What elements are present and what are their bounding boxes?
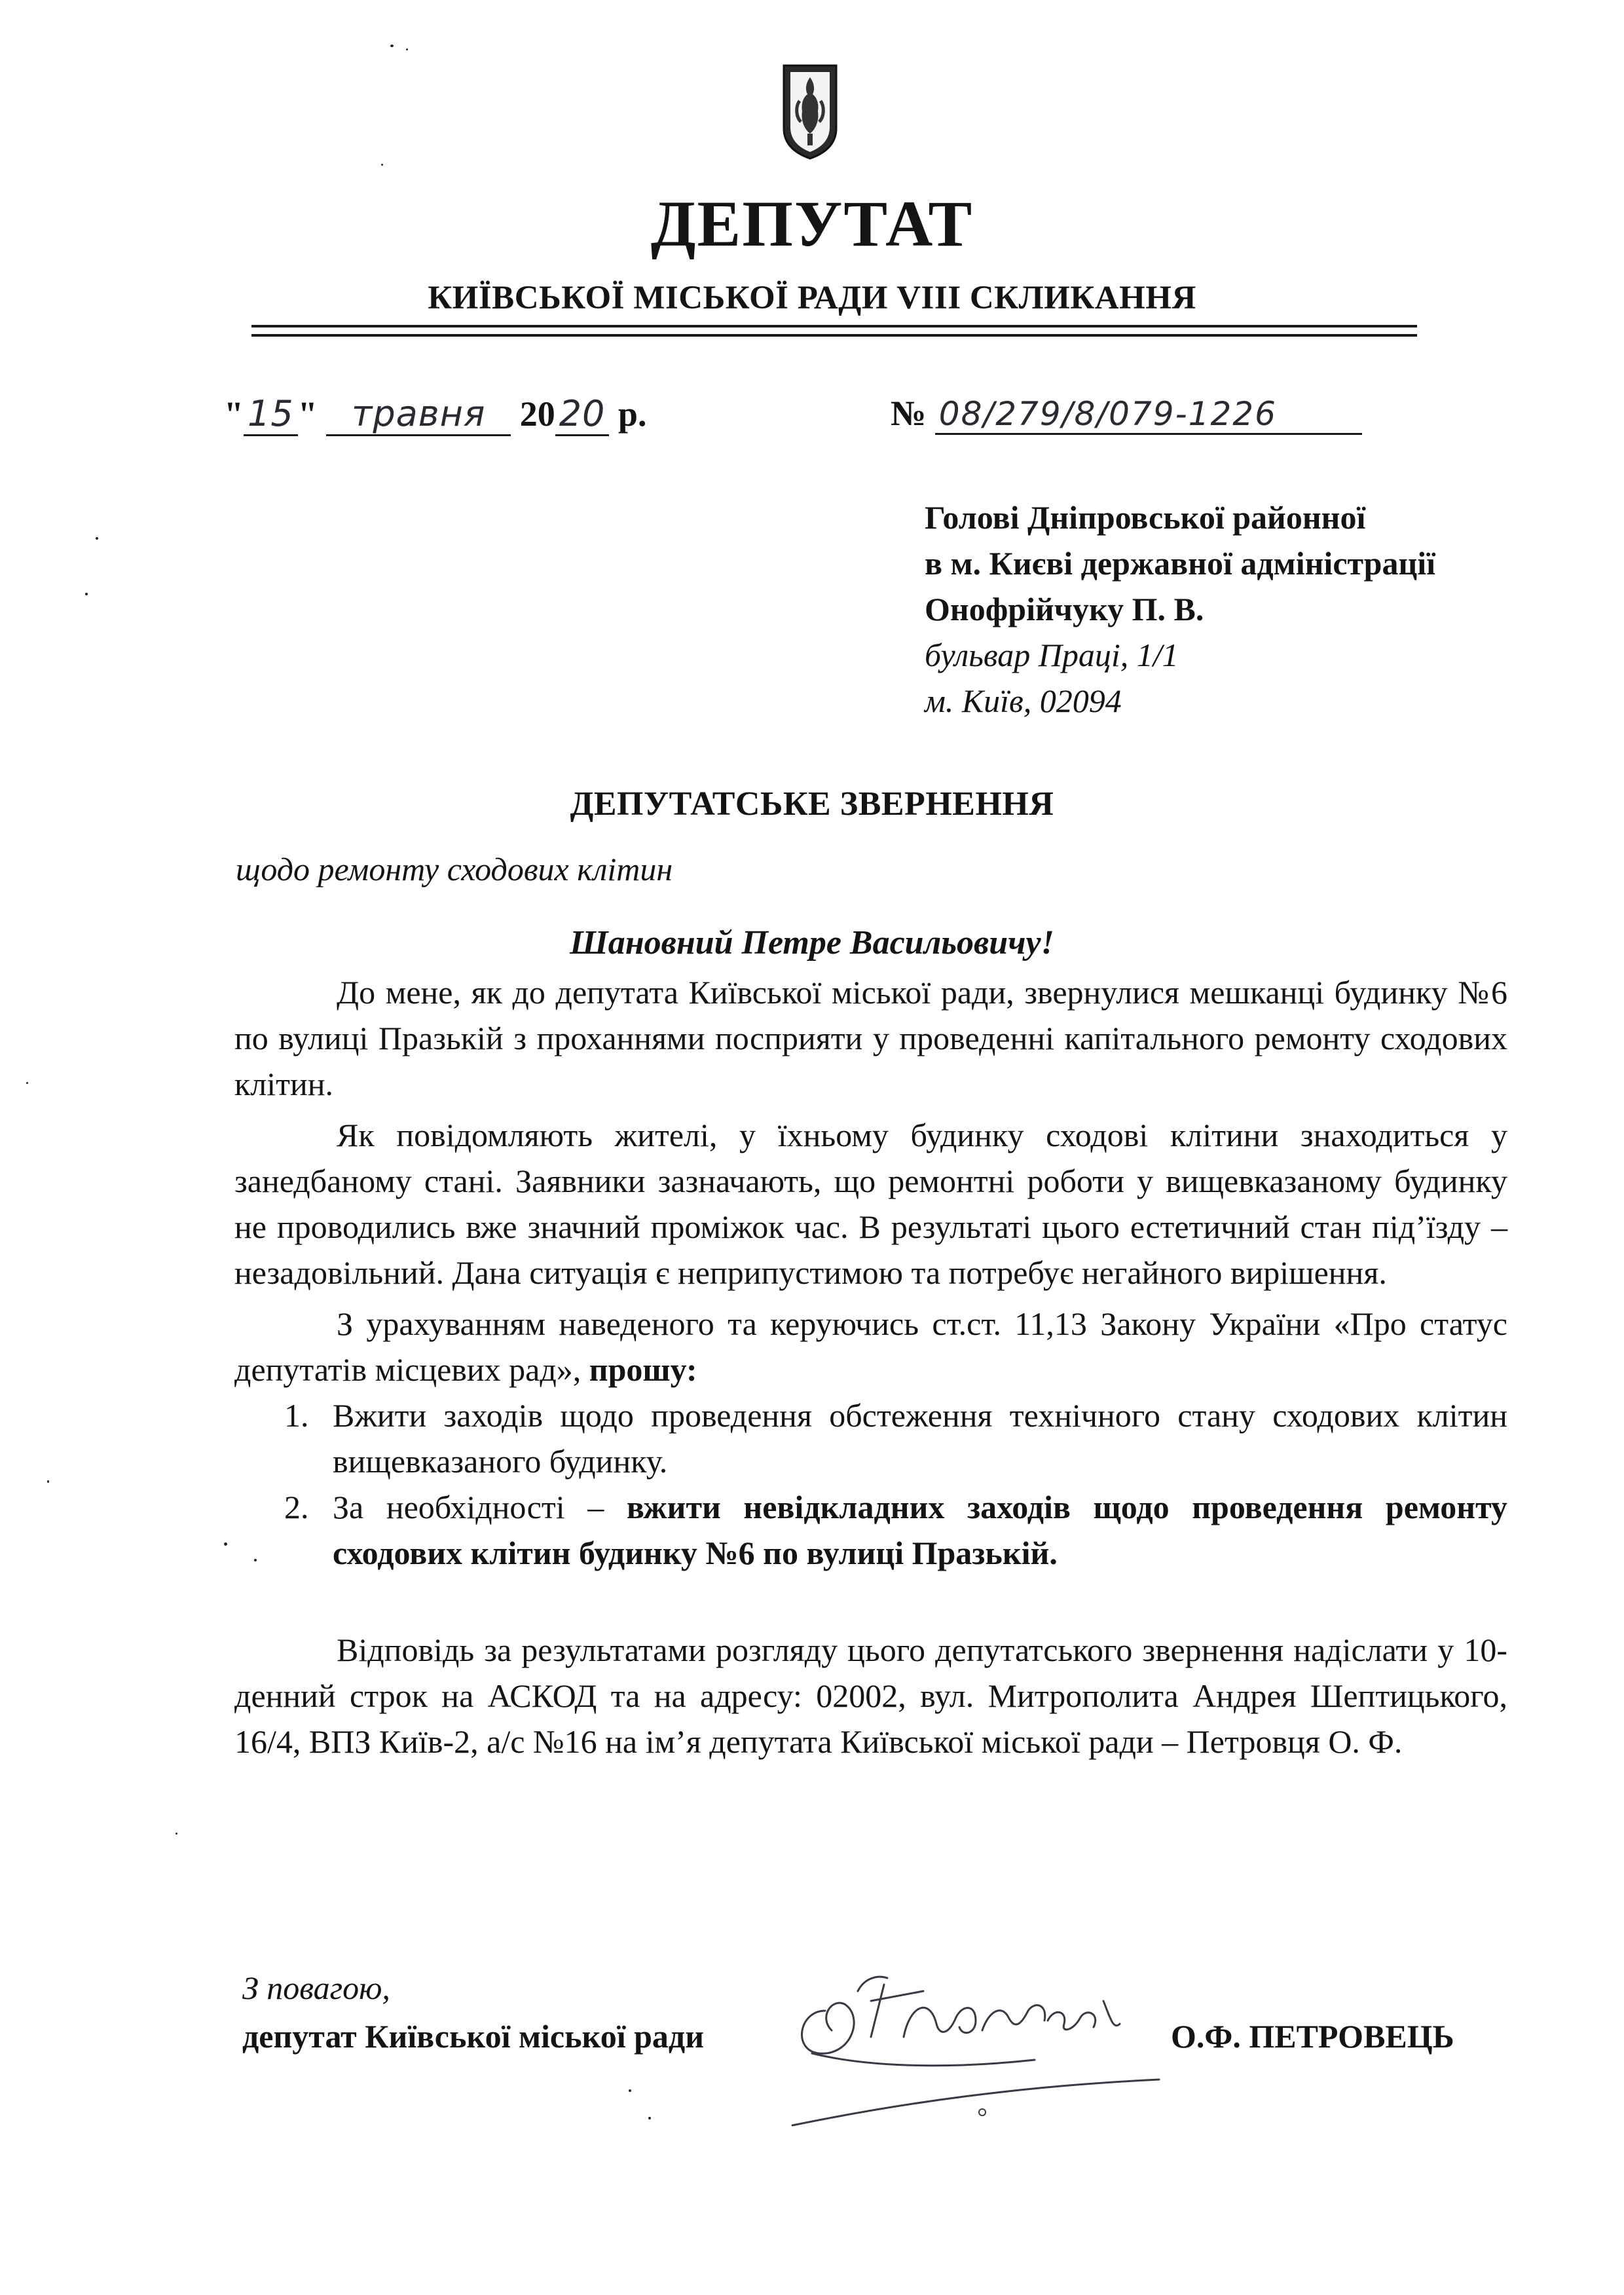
handwritten-signature (773, 1939, 1166, 2148)
scan-speck (390, 45, 394, 47)
request-item-1-text: Вжити заходів щодо проведення обстеження технічного стану сходових клітин вищевказаного будинку. (333, 1397, 1507, 1480)
request-list (234, 1392, 1507, 1576)
scan-speck (648, 2117, 651, 2119)
document-title: ДЕПУТАТ (650, 187, 974, 260)
number-value: 08/279/8/079-1226 (935, 395, 1362, 435)
date-year-prefix: 20 (519, 394, 555, 434)
request-item-2-text: За необхідності – (333, 1489, 627, 1525)
document-number (891, 393, 1362, 445)
request-item-1 (234, 1392, 1507, 1484)
request-item-2-number: 2. (284, 1489, 309, 1525)
scan-speck (47, 1480, 49, 1483)
number-prefix: № (891, 394, 927, 433)
closing-paragraph: Відповідь за результатами розгляду цього депутатського звернення надіслати у 10-денний строк на АСКОД та на адресу: 02002, вул. Митрополита Андрея Шептицького, 16/4, ВПЗ Київ-2, а/с №16 на ім’я депутата Київської міської ради – Петровця О. Ф. (234, 1632, 1507, 1760)
signer-title: депутат Київської міської ради (242, 2018, 705, 2055)
document-subtitle: КИЇВСЬКОЇ МІСЬКОЇ РАДИ VIII СКЛИКАННЯ (428, 280, 1196, 316)
coat-of-arms-icon (781, 63, 839, 161)
salutation: Шановний Петре Васильовичу! (570, 924, 1054, 961)
paragraph-2: Як повідомляють жителі, у їхньому будинку сходові клітини знаходиться у занедбаному стані. Заявники зазначають, що ремонтні роботи у вищевказаному будинку не проводились вже значний проміжок час. В результаті цього естетичний стан під’їзду – незадовільний. Дана ситуація є неприпустимою та потребує негайного вирішення. (234, 1117, 1507, 1291)
signer-name: О.Ф. ПЕТРОВЕЦЬ (1171, 2018, 1454, 2055)
date-day: 15 (244, 393, 298, 436)
scan-speck (175, 1833, 177, 1835)
appeal-subject: щодо ремонту сходових клітин (236, 851, 673, 887)
scan-speck (629, 2089, 631, 2092)
addressee-line-2: в м. Києві державної адміністрації (925, 545, 1436, 582)
scan-speck (85, 593, 88, 595)
paragraph-3-text: З урахуванням наведеного та керуючись ст.ст. 11,13 Закону України «Про статус депутатів місцевих рад», (234, 1305, 1507, 1388)
paragraph-1: До мене, як до депутата Київської міської ради, звернулися мешканці будинку №6 по вулиці Празькій з проханнями посприяти у проведенні капітального ремонту сходових клітин. (234, 974, 1507, 1102)
addressee-line-5: м. Київ, 02094 (925, 682, 1122, 719)
addressee-line-3: Онофрійчуку П. В. (925, 591, 1204, 627)
request-item-2-bold: вжити невідкладних заходів щодо проведення ремонту сходових клітин будинку №6 по вулиці Празькій. (333, 1489, 1507, 1571)
document-date: " 15 " травня 20 20 р. (224, 393, 646, 445)
appeal-heading: ДЕПУТАТСЬКЕ ЗВЕРНЕННЯ (570, 785, 1054, 823)
scan-speck (254, 1559, 257, 1561)
scan-speck (224, 1542, 227, 1546)
request-item-1-number: 1. (284, 1397, 309, 1434)
addressee-line-4: бульвар Праці, 1/1 (925, 637, 1179, 673)
scan-speck (406, 48, 408, 50)
header-rule-bottom (251, 334, 1417, 337)
paragraph-3 (234, 1301, 1507, 1392)
addressee-line-1: Голові Дніпровської районної (925, 499, 1366, 536)
date-year-suffix: 20 (555, 393, 610, 436)
scan-speck (26, 1082, 28, 1084)
regards-text: З повагою, (242, 1969, 390, 2006)
scan-speck (381, 164, 383, 166)
date-suffix: р. (618, 394, 647, 434)
letter-body (234, 969, 1507, 1770)
header-rule-top (251, 325, 1417, 327)
paragraph-3-request: прошу: (589, 1351, 697, 1388)
addressee-block (925, 494, 1579, 724)
date-month: травня (326, 393, 511, 436)
request-item-2 (234, 1484, 1507, 1576)
scan-speck (96, 537, 98, 540)
